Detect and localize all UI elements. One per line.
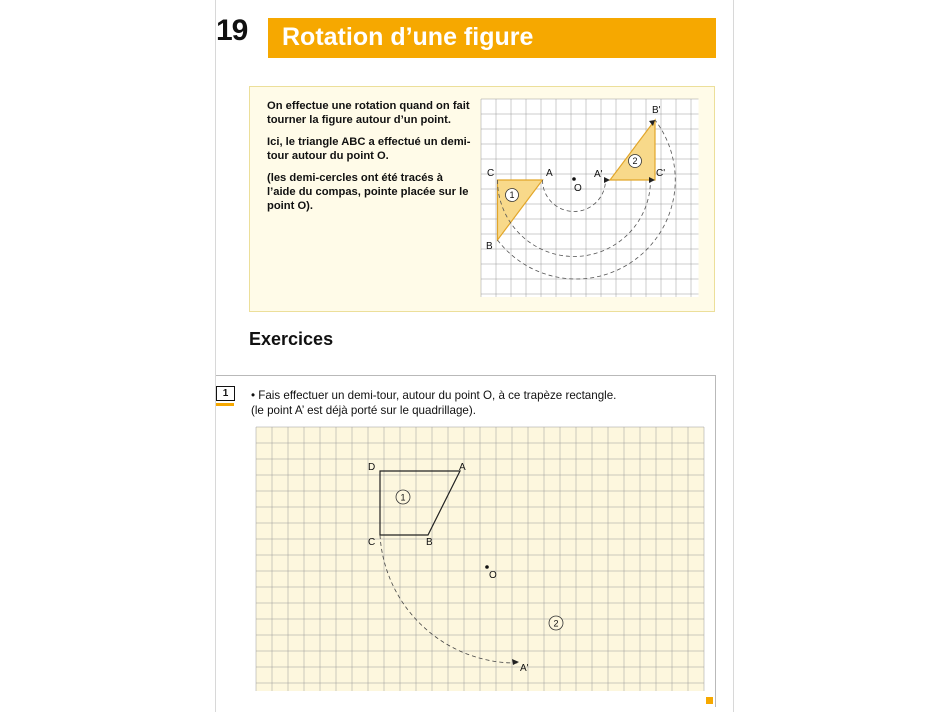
exercise-shape-2-label: 2 xyxy=(553,618,559,629)
exercise-label-a-prime: A' xyxy=(520,663,529,674)
lesson-paragraph-2: Ici, le triangle ABC a effectué un demi-tour autour du point O. xyxy=(267,136,471,162)
exercise-instruction-line-1: • Fais effectuer un demi-tour, autour du point O, à ce trapèze rectangle. xyxy=(251,389,617,402)
title-bar xyxy=(268,18,716,58)
point-o xyxy=(572,177,576,181)
exercise-figure xyxy=(256,427,706,692)
lesson-paragraph-3: (les demi-cercles ont été tracés à l’aide du compas, pointe placée sur le point O). xyxy=(267,172,469,212)
shape-1-label: 1 xyxy=(509,190,515,200)
exercise-point-o xyxy=(485,565,489,569)
exercise-marker xyxy=(216,403,234,406)
label-c-prime: C' xyxy=(656,168,666,179)
lesson-number: 19 xyxy=(216,14,248,47)
exercise-instructions xyxy=(251,388,711,418)
exercise-label-d: D xyxy=(368,462,376,473)
exercise-right-rule xyxy=(715,375,716,707)
exercise-label-a: A xyxy=(459,462,466,473)
lesson-paragraph-1: On effectue une rotation quand on fait tourner la figure autour d’un point. xyxy=(267,100,470,126)
label-a-prime: A' xyxy=(594,169,603,180)
shape-2-label: 2 xyxy=(632,156,638,166)
exercices-heading: Exercices xyxy=(249,329,334,349)
exercise-top-rule xyxy=(216,375,716,376)
label-b-prime: B' xyxy=(652,105,661,116)
label-a: A xyxy=(546,168,553,179)
exercise-label-o: O xyxy=(489,570,497,581)
lesson-title: Rotation d’une figure xyxy=(282,23,534,51)
lesson-figure xyxy=(481,99,699,297)
exercise-label-c: C xyxy=(368,537,376,548)
exercise-instruction-line-2: (le point A’ est déjà porté sur le quadrillage). xyxy=(251,404,476,417)
lesson-explanation xyxy=(267,99,472,221)
label-c: C xyxy=(487,168,495,179)
label-b: B xyxy=(486,241,493,252)
exercise-label-b: B xyxy=(426,537,433,548)
label-o: O xyxy=(574,183,582,194)
exercise-number: 1 xyxy=(216,386,235,401)
corner-mark xyxy=(706,697,713,704)
exercise-shape-1-label: 1 xyxy=(400,492,406,503)
